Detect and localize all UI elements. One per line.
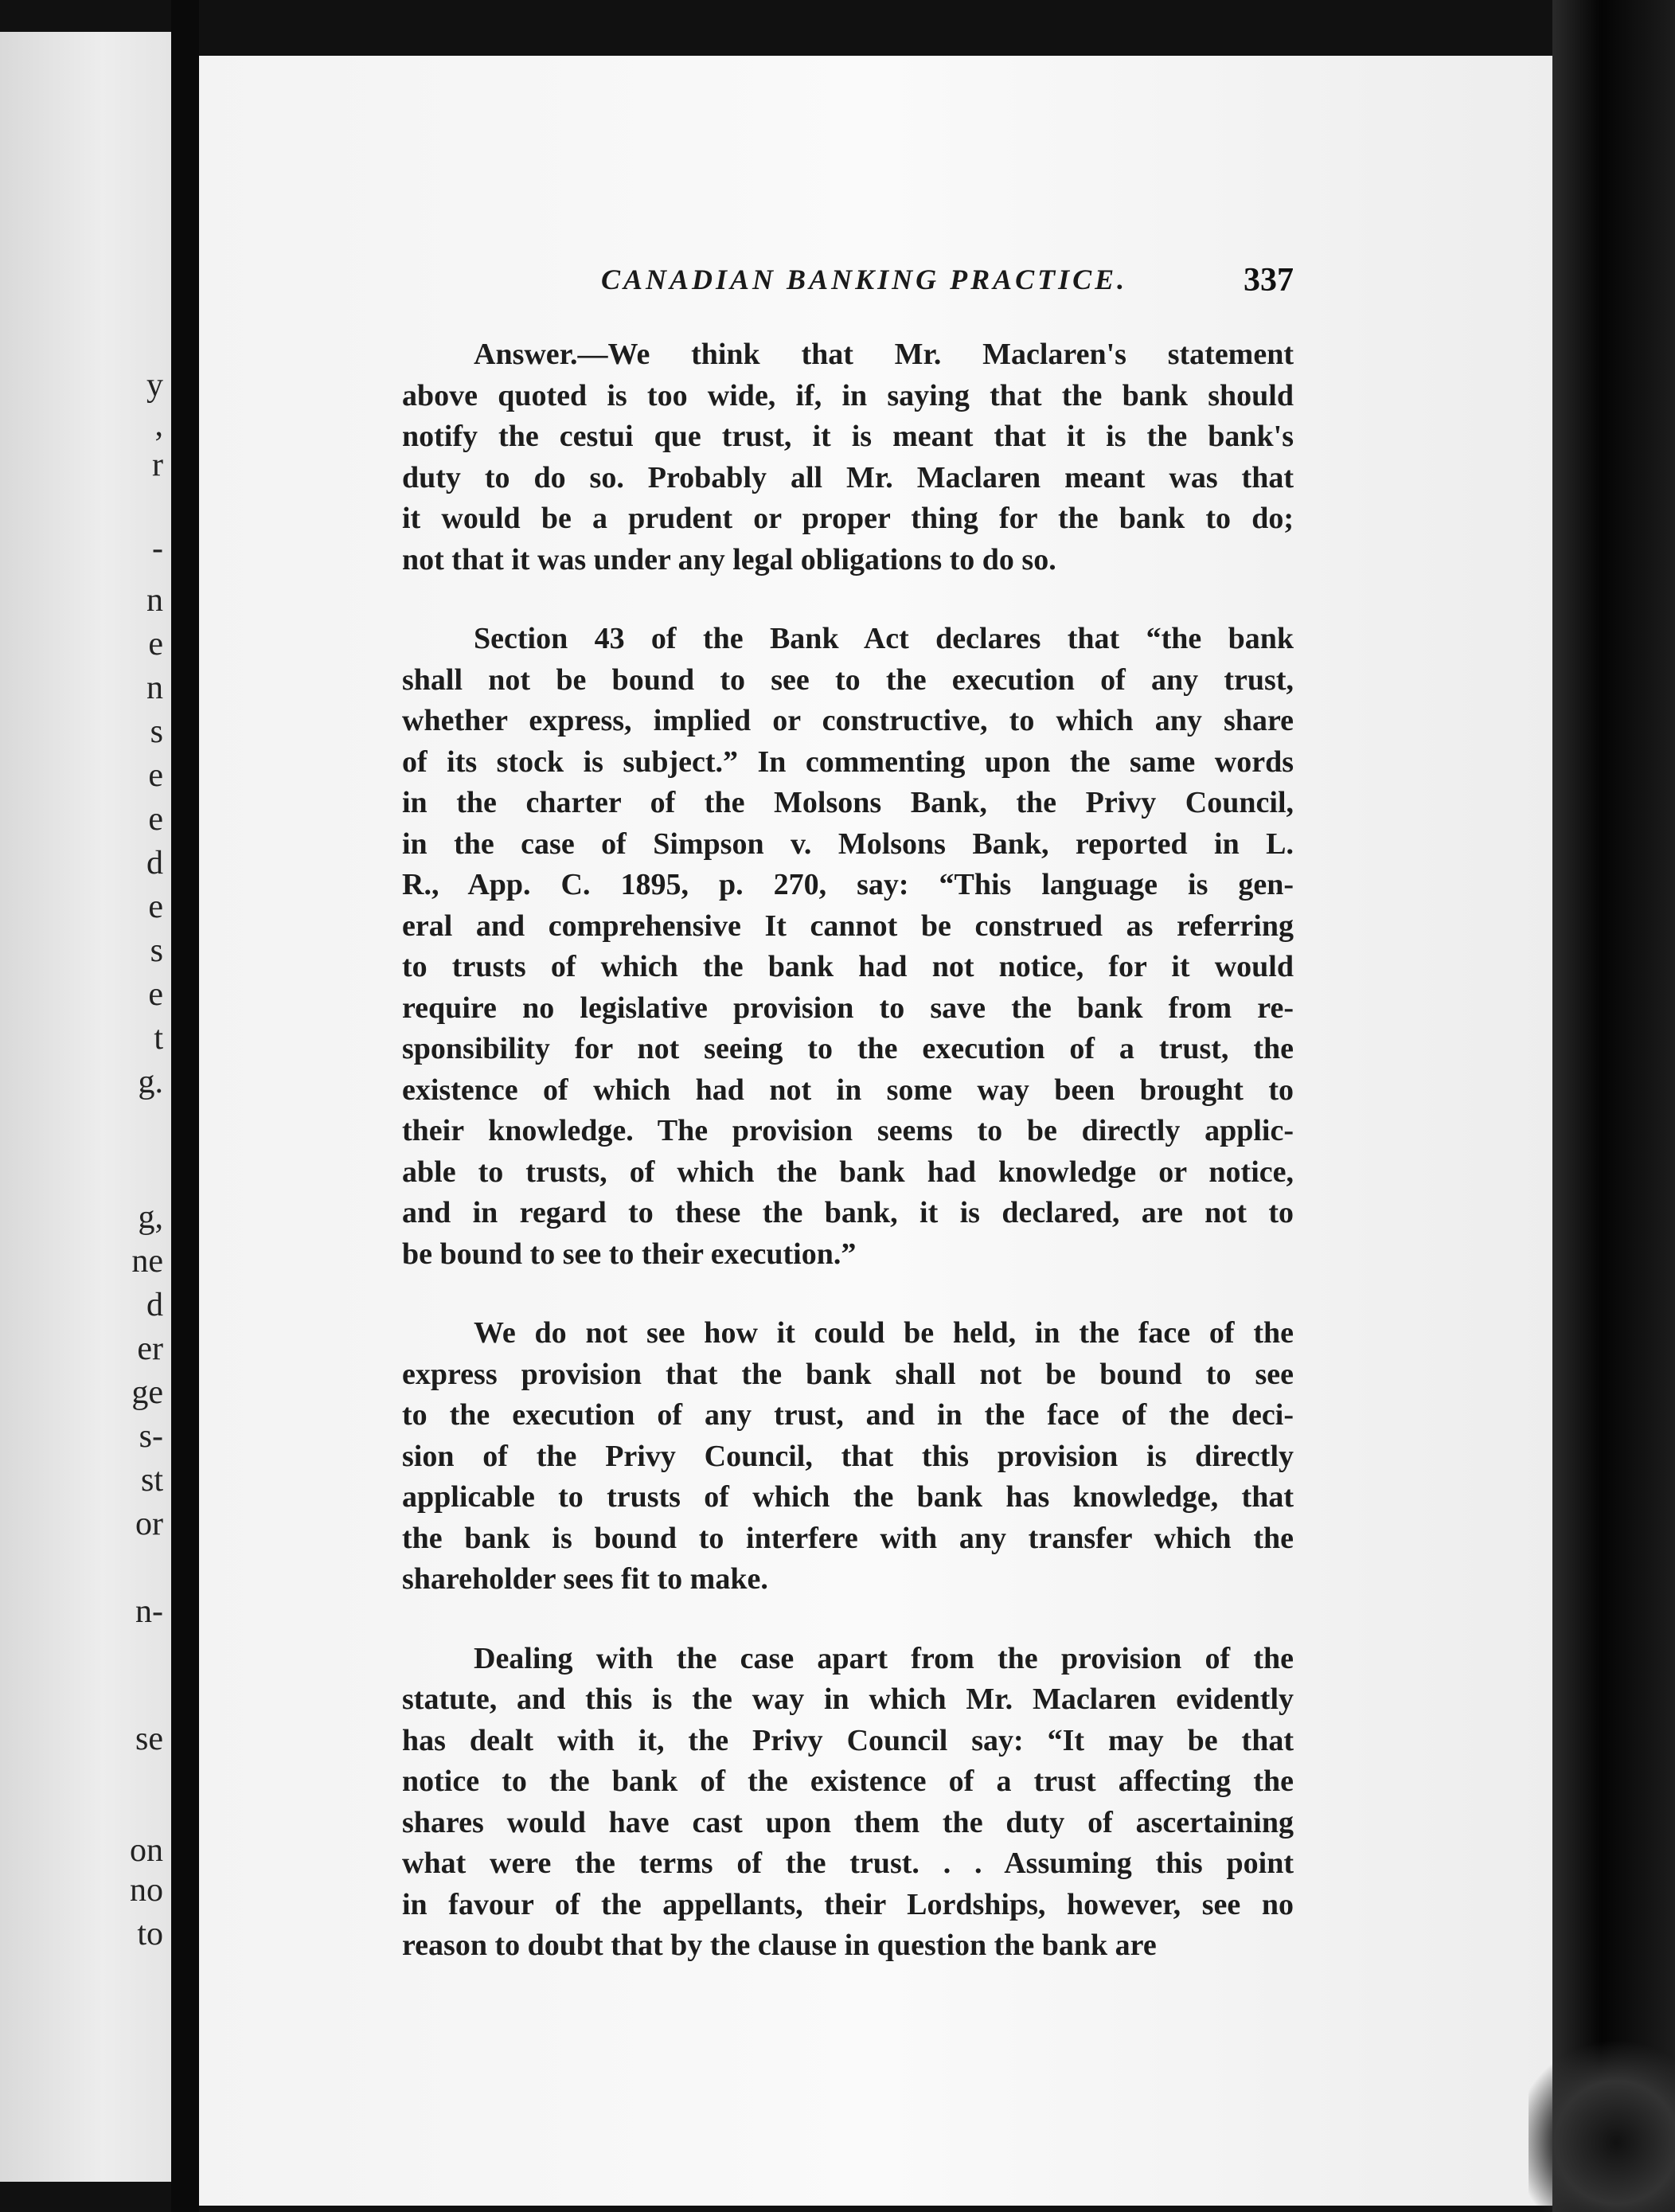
margin-fragment: ne <box>131 1243 163 1280</box>
margin-fragment: st <box>140 1462 163 1499</box>
text-line: sponsibility for not seeing to the execution of a trust, the <box>402 1032 1294 1065</box>
text-line: to trusts of which the bank had not notice, for it would <box>402 950 1294 983</box>
text-line: Section 43 of the Bank Act declares that “the bank <box>474 622 1294 655</box>
book-gutter <box>171 0 199 2212</box>
page-body-text <box>402 334 1294 2005</box>
text-line: to the execution of any trust, and in the face of the deci- <box>402 1398 1294 1432</box>
text-line: in the charter of the Molsons Bank, the Privy Council, <box>402 786 1294 819</box>
margin-fragment: n <box>146 670 163 706</box>
text-line: whether express, implied or constructive, to which any share <box>402 704 1294 737</box>
text-line: notify the cestui que trust, it is meant that it is the bank's <box>402 420 1294 453</box>
margin-fragment: d <box>146 845 163 881</box>
paragraph <box>402 619 1294 1275</box>
margin-fragment: - <box>152 530 163 567</box>
text-line: in the case of Simpson v. Molsons Bank, reported in L. <box>402 827 1294 861</box>
margin-fragment: g, <box>138 1199 163 1236</box>
margin-fragment: s <box>150 932 163 969</box>
paragraph <box>402 1639 1294 1967</box>
margin-fragment: e <box>148 626 163 662</box>
text-line: Dealing with the case apart from the provision of the <box>474 1641 1294 1675</box>
text-line: not that it was under any legal obligations to do so. <box>402 542 1056 576</box>
margin-fragment: s- <box>139 1418 163 1455</box>
left-page-margin-text <box>0 32 171 2182</box>
text-line: shares would have cast upon them the duty of ascertaining <box>402 1805 1294 1839</box>
text-line: has dealt with it, the Privy Council say: “It may be that <box>402 1723 1294 1757</box>
margin-fragment: n <box>146 582 163 619</box>
film-corner-blot <box>1529 2038 1675 2212</box>
paragraph <box>402 1313 1294 1600</box>
left-facing-page <box>0 32 171 2182</box>
margin-fragment: e <box>148 889 163 925</box>
margin-fragment: ge <box>131 1374 163 1411</box>
text-line: R., App. C. 1895, p. 270, say: “This language is gen- <box>402 868 1294 901</box>
text-line: of its stock is subject.” In commenting upon the same words <box>402 744 1294 779</box>
text-line: We do not see how it could be held, in the face of the <box>474 1316 1294 1350</box>
text-line: express provision that the bank shall not be bound to see <box>402 1357 1294 1391</box>
text-line: in favour of the appellants, their Lordships, however, see no <box>402 1887 1294 1921</box>
margin-fragment: no <box>130 1872 163 1909</box>
film-right-edge <box>1552 0 1675 2212</box>
margin-fragment: e <box>148 757 163 794</box>
text-line: what were the terms of the trust. . . Assuming this point <box>402 1847 1294 1880</box>
text-line: duty to do so. Probably all Mr. Maclaren meant was that <box>402 460 1294 494</box>
text-line: require no legislative provision to save the bank from re- <box>402 991 1294 1025</box>
margin-fragment: , <box>154 407 163 444</box>
text-line: the bank is bound to interfere with any transfer which the <box>402 1521 1294 1555</box>
text-line: reason to doubt that by the clause in question the bank are <box>402 1929 1157 1962</box>
page-header <box>402 263 1294 311</box>
text-line: Answer.—We think that Mr. Maclaren's statement <box>474 338 1294 371</box>
margin-fragment: d <box>146 1287 163 1323</box>
text-line: their knowledge. The provision seems to be directly applic- <box>402 1114 1294 1147</box>
text-line: statute, and this is the way in which Mr. Maclaren evidently <box>402 1682 1294 1716</box>
margin-fragment: y <box>146 367 163 404</box>
text-line: it would be a prudent or proper thing for the bank to do; <box>402 502 1294 535</box>
text-line: eral and comprehensive It cannot be construed as referring <box>402 909 1294 943</box>
margin-fragment: g. <box>138 1064 163 1100</box>
margin-fragment: n- <box>135 1593 163 1630</box>
text-line: existence of which had not in some way been brought to <box>402 1073 1294 1107</box>
margin-fragment: or <box>135 1506 163 1542</box>
text-line: applicable to trusts of which the bank has knowledge, that <box>402 1480 1294 1514</box>
running-head: CANADIAN BANKING PRACTICE. <box>601 264 1128 295</box>
margin-fragment: on <box>130 1832 163 1869</box>
margin-fragment: to <box>137 1916 163 1952</box>
text-line: above quoted is too wide, if, in saying that the bank should <box>402 378 1294 412</box>
page-number: 337 <box>1244 262 1294 299</box>
text-line: shareholder sees fit to make. <box>402 1562 768 1596</box>
margin-fragment: r <box>152 447 163 483</box>
margin-fragment: e <box>148 976 163 1013</box>
margin-fragment: er <box>137 1331 163 1367</box>
margin-fragment: t <box>154 1020 163 1057</box>
text-line: shall not be bound to see to the execution of any trust, <box>402 662 1294 697</box>
paragraph <box>402 334 1294 580</box>
text-line: able to trusts, of which the bank had knowledge or notice, <box>402 1155 1294 1189</box>
text-line: notice to the bank of the existence of a trust affecting the <box>402 1765 1294 1798</box>
margin-fragment: s <box>150 713 163 750</box>
margin-fragment: e <box>148 801 163 838</box>
text-line: and in regard to these the bank, it is declared, are not to <box>402 1196 1294 1229</box>
text-line: be bound to see to their execution.” <box>402 1237 857 1271</box>
margin-fragment: se <box>135 1721 163 1757</box>
text-line: sion of the Privy Council, that this provision is directly <box>402 1439 1294 1473</box>
